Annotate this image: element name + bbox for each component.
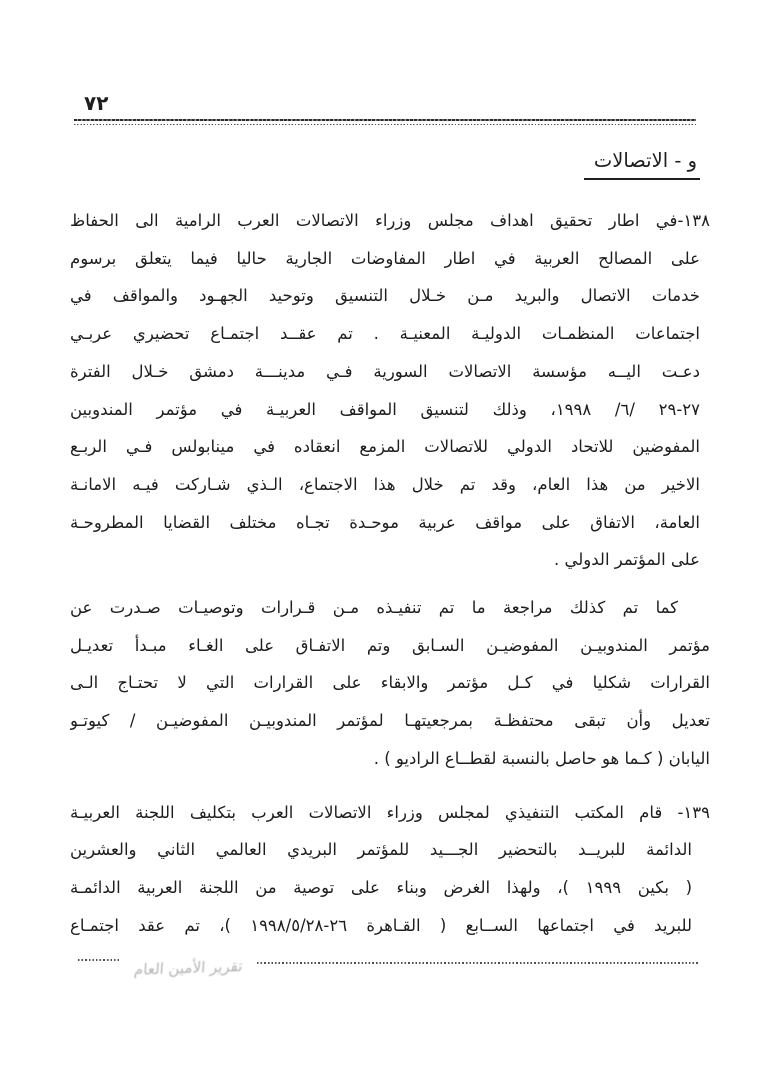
- text-line: كما تم كذلك مراجعة ما تم تنفيـذه مـن قـرارات وتوصيـات صـدرت عن: [70, 598, 678, 618]
- text-line: ٢٧-٢٩ /٦/ ١٩٩٨، وذلك لتنسيق المواقف العربيـة في مؤتمر المندوبين: [70, 399, 701, 419]
- text-line: ( بكين ١٩٩٩ )، ولهذا الغرض وبناء على توصية من اللجنة العربية الدائمـة: [70, 877, 693, 897]
- footer-dash: [78, 959, 120, 961]
- section-heading: و - الاتصالات: [584, 149, 700, 180]
- text-line: الدائمة للبريــد بالتحضير الجـــيد للمؤتمر البريدي العالمي الثاني والعشرين: [70, 840, 692, 860]
- page-number: ٧٢: [84, 91, 109, 115]
- paragraph-138-continued: [70, 589, 710, 778]
- text-line: دعـت اليــه مؤسسة الاتصالات السورية فـي مدينـــة دمشق خـلال الفترة: [70, 361, 700, 381]
- page-footer: [78, 946, 698, 980]
- text-line: خدمات الاتصال والبريد مـن خـلال التنسيق وتوحيد الجهـود والمواقف في: [70, 286, 700, 306]
- text-line: على المصالح العربية في اطار المفاوضات الجارية حاليا فيما يتعلق برسوم: [70, 248, 700, 268]
- text-line: تعديل وأن تبقى محتفظـة بمرجعيتهـا لمؤتمر المندوبيـن المفوضيـن / كيوتـو: [70, 711, 710, 731]
- text-line: الاخير من هذا العام، وقد تم خلال هذا الاجتماع، الـذي شـاركت فيـه الامانـة: [70, 474, 700, 494]
- text-line: القرارات شكليا في كـل مؤتمر والابقاء على القرارات التي لا تحتـاج الـى: [70, 673, 710, 693]
- header-rule: [74, 119, 696, 125]
- footer-rule: [257, 962, 698, 964]
- text-line: للبريد في اجتماعها الســابع ( القـاهرة ٢٦-٢٨/‏٥/‏١٩٩٨ )، تم عقد اجتمـاع: [70, 915, 692, 935]
- text-line: المفوضين للاتحاد الدولي للاتصالات المزمع انعقاده في مينابولس فـي الربـع: [70, 437, 700, 457]
- text-line: اجتماعات المنظمـات الدوليـة المعنيـة . تم عقــد اجتمـاع تحضيري عربـي: [70, 324, 700, 344]
- footer-stamp: تقرير الأمين العام: [133, 957, 244, 979]
- text-line: على المؤتمر الدولي .: [554, 550, 700, 570]
- document-body: [70, 202, 710, 944]
- text-line: اليابان ( كـما هو حاصل بالنسبة لقطــاع الراديو ) .: [373, 748, 710, 768]
- paragraph-139: [70, 794, 710, 945]
- paragraph-138: [70, 202, 710, 579]
- text-line: ١٣٨-في اطار تحقيق اهداف مجلس وزراء الاتصالات العرب الرامية الى الحفاظ: [70, 211, 710, 230]
- text-line: العامة، الاتفاق على مواقف عربية موحـدة تجـاه مختلف القضايا المطروحـة: [70, 512, 700, 532]
- text-line: مؤتمر المندوبيـن المفوضيـن السـابق وتم الاتفـاق على الغـاء مبـدأ تعديـل: [70, 635, 710, 655]
- text-line: ١٣٩- قام المكتب التنفيذي لمجلس وزراء الاتصالات العرب بتكليف اللجنة العربيـة: [70, 802, 710, 822]
